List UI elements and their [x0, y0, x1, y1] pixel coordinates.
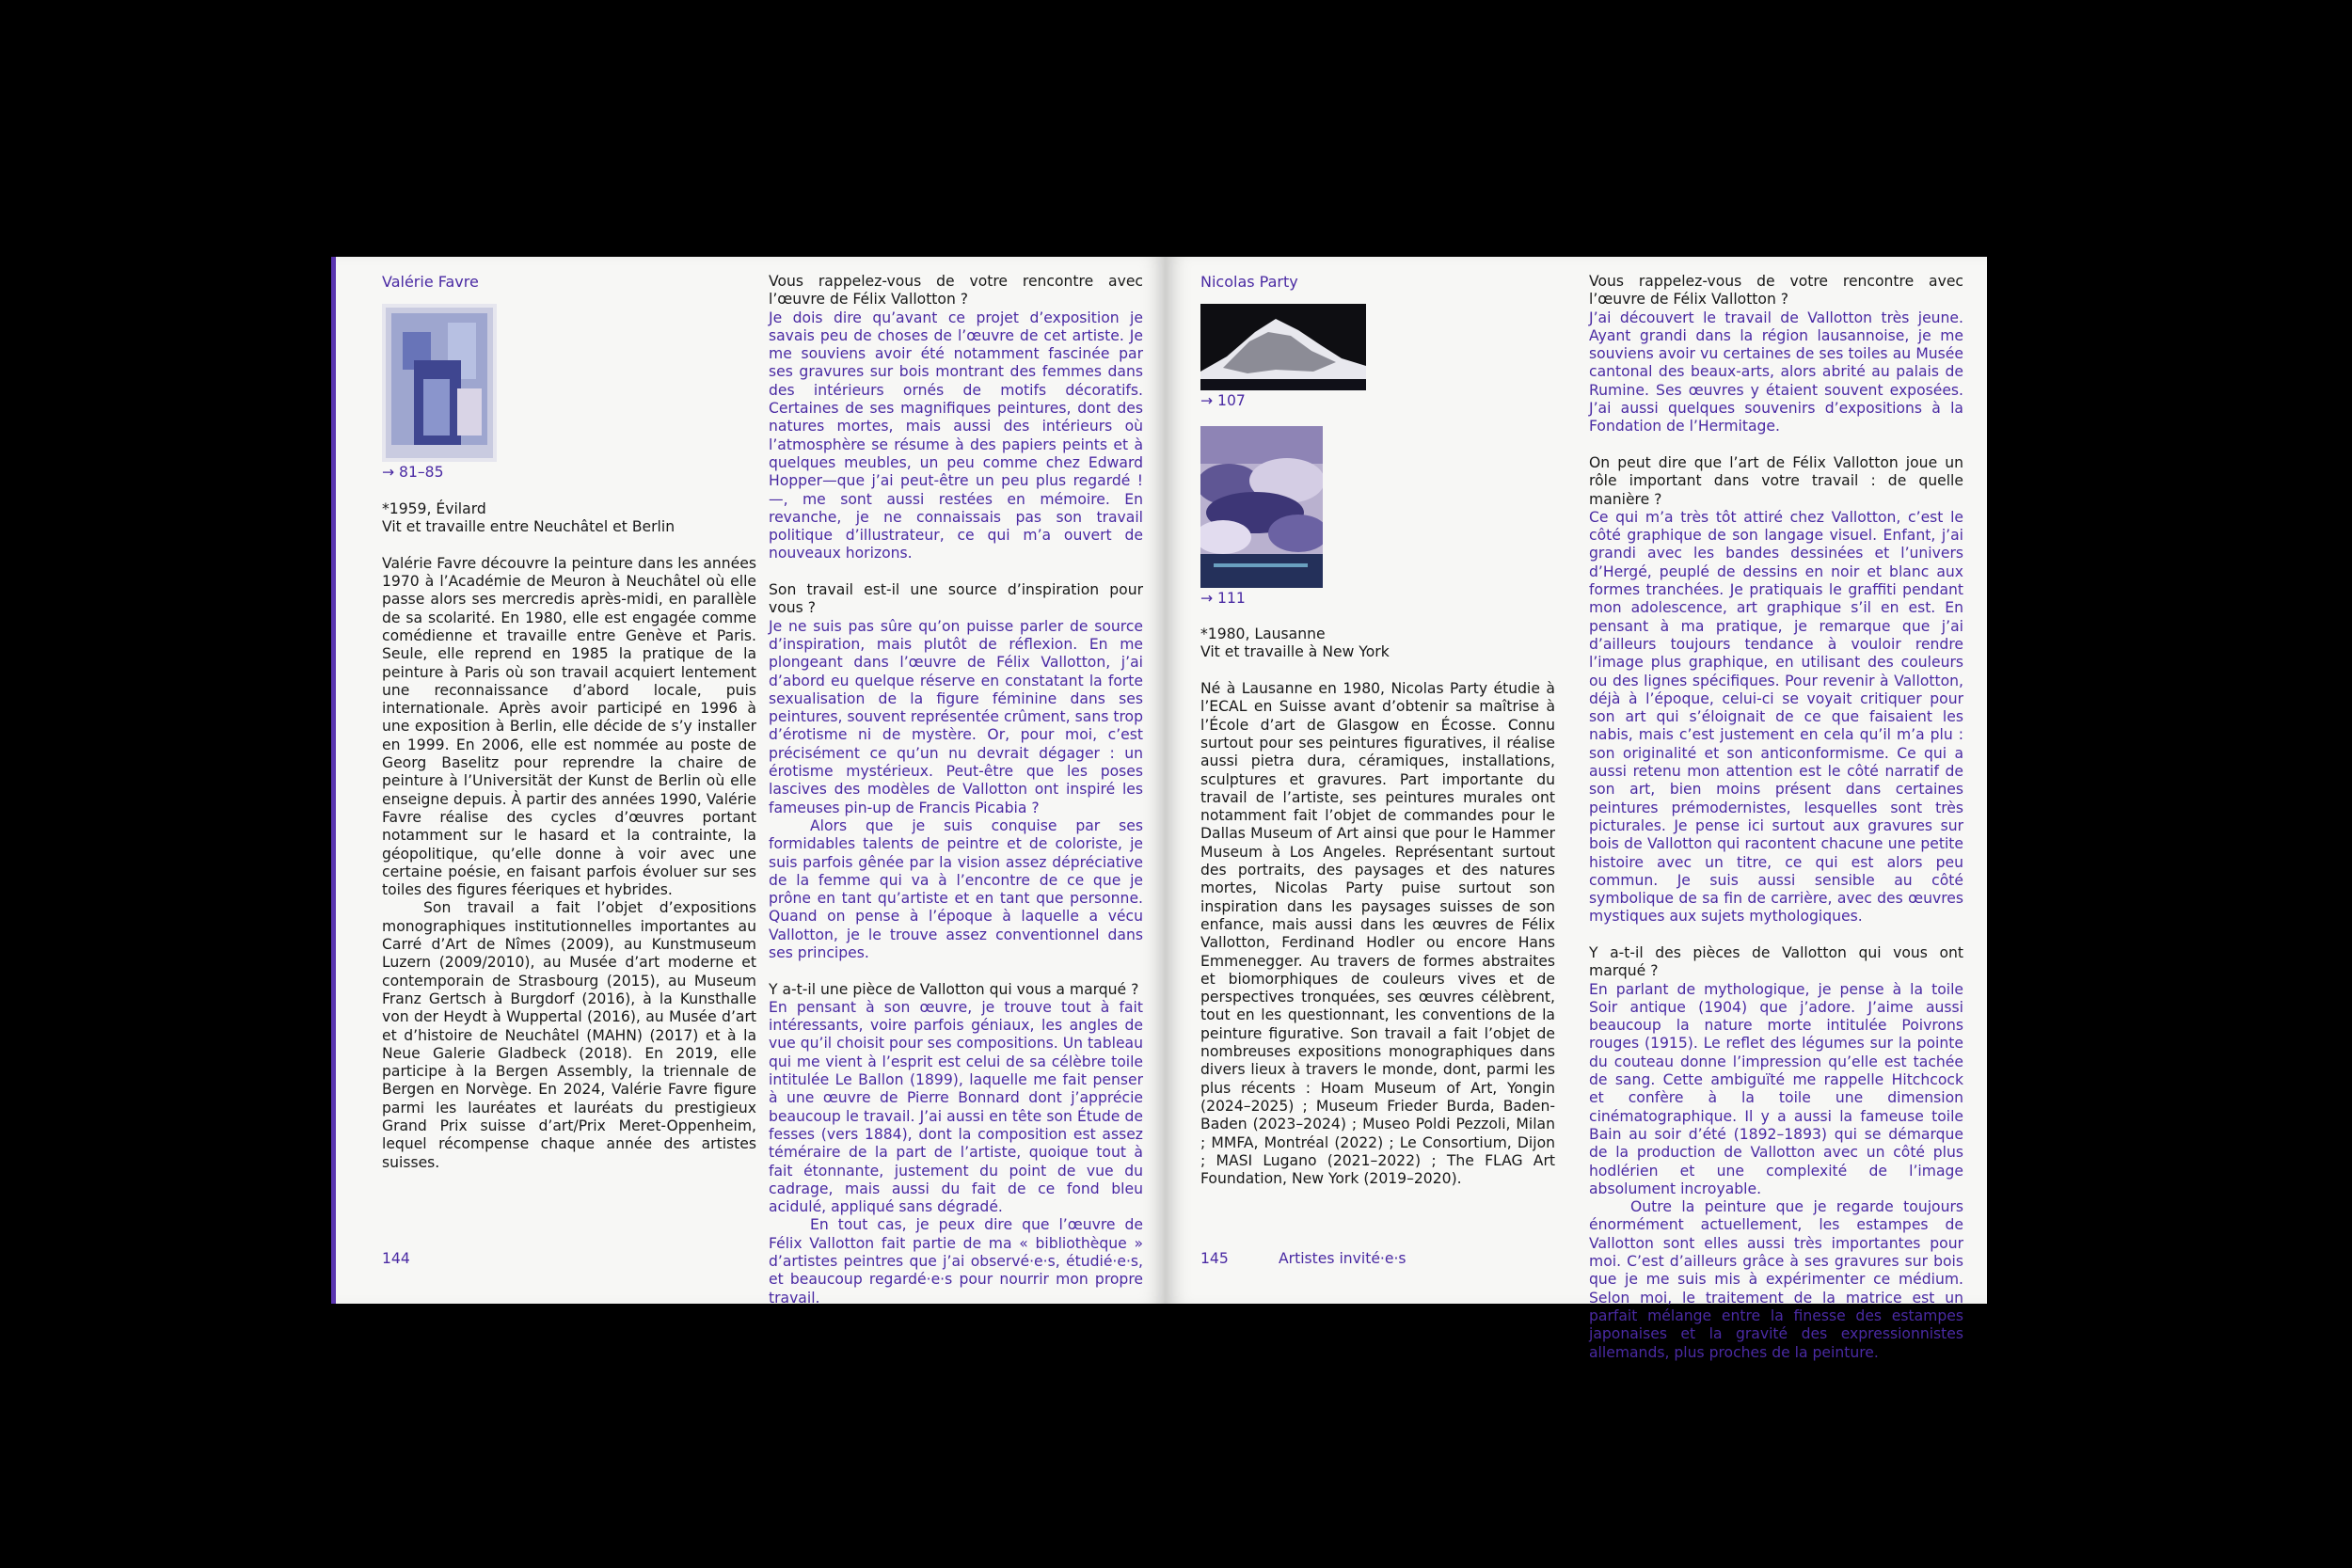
page-number: 144: [382, 1250, 410, 1267]
interview-answer: Je ne suis pas sûre qu’on puisse parler de source d’inspiration, mais plutôt de réflexion. En me plongeant dans l’œuvre de Félix Vallotton, j’ai d’abord eu quelque réserve en constatant la forte sexualisation de la figure féminine dans ses peintures, souvent représentée crûment, sans trop d’érotisme ni de mystère. Or, pour moi, c’est précisément ce qu’un nu devrait dégager : un érotisme mystérieux. Peut-être que les poses lascives des modèles de Vallotton ont inspiré les fameuses pin-up de Francis Picabia ?: [769, 617, 1143, 816]
artwork-reference: → 107: [1200, 392, 1246, 410]
left-page: [331, 257, 1166, 1307]
right-column-2: [1589, 273, 1963, 1362]
left-column-2: [769, 273, 1143, 1307]
left-edge-bar: [331, 257, 336, 1304]
interview-question: Vous rappelez-vous de votre rencontre avec l’œuvre de Félix Vallotton ?: [1589, 273, 1963, 309]
residence-info: Vit et travaille à New York: [1200, 643, 1390, 661]
bio-paragraph: Valérie Favre découvre la peinture dans les années 1970 à l’Académie de Meuron à Neuchâtel où elle passe alors ses mercredis après-midi, en parallèle de sa scolarité. En 1980, elle est engagée comme comédienne et travaille entre Genève et Paris. Seule, elle reprend en 1985 la pratique de la peinture à Paris où son travail acquiert lentement une reconnaissance d’abord locale, puis internationale. Après avoir participé en 1996 à une exposition à Berlin, elle décide de s’y installer en 1999. En 2006, elle est nommée au poste de Georg Baselitz pour reprendre la chaire de peinture à l’Universität der Kunst de Berlin où elle enseigne depuis. À partir des années 1990, Valérie Favre réalise des cycles d’œuvres portant notamment sur le hasard et la contrainte, la géopolitique, qu’elle donne à voir avec une certaine poésie, en faisant parfois évoluer sur ses toiles des figures féeriques et hybrides.: [382, 554, 756, 899]
interview-question: Vous rappelez-vous de votre rencontre avec l’œuvre de Félix Vallotton ?: [769, 273, 1143, 309]
bio-paragraph: Né à Lausanne en 1980, Nicolas Party étudie à l’ECAL en Suisse avant d’obtenir sa maîtrise à l’École d’art de Glasgow en Écosse. Connu surtout pour ses peintures figuratives, il réalise aussi pietra dura, céramiques, installations, sculptures et gravures. Part importante du travail de l’artiste, ses peintures murales ont notamment fait l’objet de commandes pour le Dallas Museum of Art ainsi que pour le Hammer Museum à Los Angeles. Représentant surtout des portraits, des paysages et des natures mortes, Nicolas Party puise surtout son inspiration dans les paysages suisses de son enfance, mais aussi dans les œuvres de Félix Vallotton, Ferdinand Hodler ou encore Hans Emmenegger. Au travers de formes abstraites et biomorphiques de couleurs vives et de perspectives tronquées, ses œuvres célèbrent, tout en les questionnant, les conventions de la peinture figurative. Son travail a fait l’objet de nombreuses expositions monographiques dans divers lieux à travers le monde, dont, parmi les plus récents : Hoam Museum of Art, Yongin (2024–2025) ; Museum Frieder Burda, Baden-Baden (2023–2024) ; Museo Poldi Pezzoli, Milan ; MMFA, Montréal (2022) ; Le Consortium, Dijon ; MASI Lugano (2021–2022) ; The FLAG Art Foundation, New York (2019–2020).: [1200, 680, 1555, 1188]
interview-question: Y a-t-il une pièce de Vallotton qui vous a marqué ?: [769, 980, 1139, 998]
bio-paragraph: Son travail a fait l’objet d’expositions monographiques institutionnelles importantes au Carré d’Art de Nîmes (2009), au Kunstmuseum Luzern (2009/2010), au Musée d’art moderne et contemporain de Strasbourg (2015), au Museum Franz Gertsch à Burgdorf (2016), à la Kunsthalle von der Heydt à Wuppertal (2016), au Musée d’art et d’histoire de Neuchâtel (MAHN) (2017) et à la Neue Galerie Gladbeck (2018). En 2019, elle participe à la Bergen Assembly, la triennale de Bergen en Norvège. En 2024, Valérie Favre figure parmi les lauréates et lauréats du prestigieux Grand Prix suisse d’art/Prix Meret-Oppenheim, lequel récompense chaque année des artistes suisses.: [382, 899, 756, 1171]
artwork-thumbnail-landscape: [1200, 426, 1323, 588]
interview-answer: Outre la peinture que je regarde toujours énormément actuellement, les estampes de Vallotton sont elles aussi très importantes pour moi. C’est d’ailleurs grâce à ses gravures sur bois que je me suis mis à expérimenter ce médium. Selon moi, le traitement de la matrice est un parfait mélange entre la finesse des estampes japonaises et la gravité des expressionnistes allemands, plus proches de la peinture.: [1589, 1198, 1963, 1361]
residence-info: Vit et travaille entre Neuchâtel et Berlin: [382, 518, 675, 536]
interview-answer: En tout cas, je peux dire que l’œuvre de Félix Vallotton fait partie de ma « bibliothèque » d’artistes peintres que j’ai observé·e·s, étudié·e·s, et beaucoup regardé·e·s pour nourrir mon propre travail.: [769, 1216, 1143, 1307]
birth-info: *1980, Lausanne: [1200, 626, 1326, 643]
artwork-thumbnail: [382, 304, 497, 462]
page-number: 145: [1200, 1250, 1229, 1267]
left-column-1: [382, 273, 756, 1172]
interview-question: Y a-t-il des pièces de Vallotton qui vous ont marqué ?: [1589, 943, 1963, 980]
birth-info: *1959, Évilard: [382, 499, 486, 517]
interview-answer: Je dois dire qu’avant ce projet d’exposition je savais peu de choses de l’œuvre de cet artiste. Je me souviens avoir été notamment fascinée par ses gravures sur bois montrant des femmes dans des intérieurs ornés de motifs décoratifs. Certaines de ses magnifiques peintures, dont des natures mortes, mais aussi des intérieurs où l’atmosphère se résume à des papiers peints et à quelques meubles, un peu comme chez Edward Hopper—que j’ai peut-être un peu plus regardé !—, me sont aussi restées en mémoire. En revanche, je ne connaissais pas son travail politique d’illustrateur, ce qui m’a ouvert de nouveaux horizons.: [769, 309, 1143, 562]
right-column-1: [1200, 273, 1555, 1188]
interview-answer: Ce qui m’a très tôt attiré chez Vallotton, c’est le côté graphique de son langage visuel. Enfant, j’ai grandi avec les bandes dessinées et l’univers d’Hergé, peuplé de dessins en noir et blanc aux formes tranchées. Je pratiquais le graffiti pendant mon adolescence, art graphique s’il en est. En pensant à ma pratique, je remarque que j’ai d’ailleurs toujours tendance à vouloir rendre l’image plus graphique, en utilisant des couleurs ou des lignes spécifiques. Pour revenir à Vallotton, déjà à l’époque, celui-ci se voyait critiquer pour son art qui s’éloignait de ce que faisaient les nabis, mais c’est justement en cela qu’il m’a plu : son originalité et son anticonformisme. Ce qui a aussi retenu mon attention est le côté narratif de son art, bien moins présent dans certaines peintures prémodernistes, lesquelles sont très picturales. Je pense ici surtout aux gravures sur bois de Vallotton qui racontent chacune une petite histoire avec un titre, ce qui est alors peu commun. Je suis aussi sensible au côté symbolique de sa fin de carrière, avec des œuvres mystiques aux sujets mythologiques.: [1589, 508, 1963, 926]
interview-answer: En pensant à son œuvre, je trouve tout à fait intéressants, voire parfois géniaux, les angles de vue qu’il choisit pour ses compositions. Un tableau qui me vient à l’esprit est celui de sa célèbre toile intitulée Le Ballon (1899), laquelle me fait penser à une œuvre de Pierre Bonnard dont j’apprécie beaucoup le travail. J’ai aussi en tête son Étude de fesses (vers 1884), dont la composition est assez téméraire de la part de l’artiste, quoique tout à fait étonnante, justement du point de vue du cadrage, mais aussi du fait de ce fond bleu acidulé, appliqué sans dégradé.: [769, 998, 1143, 1216]
interview-answer: Alors que je suis conquise par ses formidables talents de peintre et de coloriste, je suis parfois gênée par la vision assez dépréciative de la femme qui va à l’encontre de ce que je prône en tant qu’artiste et en tant que personne. Quand on pense à l’époque à laquelle a vécu Vallotton, je le trouve assez conventionnel dans ses principes.: [769, 816, 1143, 961]
interview-answer: En parlant de mythologique, je pense à la toile Soir antique (1904) que j’adore. J’aime aussi beaucoup la nature morte intitulée Poivrons rouges (1915). Le reflet des légumes sur la pointe du couteau donne l’impression qu’elle est tachée de sang. Cette ambiguïté me rappelle Hitchcock et confère à la toile une dimension cinématographique. Il y a aussi la fameuse toile Bain au soir d’été (1892–1893) qui se démarque de la production de Vallotton avec un côté plus hodlérien et une complexité de l’image absolument incroyable.: [1589, 980, 1963, 1197]
running-head: Artistes invité·e·s: [1279, 1250, 1406, 1267]
artwork-reference: → 81–85: [382, 464, 444, 482]
right-page: [1166, 257, 1987, 1361]
artist-name: Nicolas Party: [1200, 273, 1298, 291]
interview-answer: J’ai découvert le travail de Vallotton très jeune. Ayant grandi dans la région lausannoise, je me souviens avoir vu certaines de ses toiles au Musée cantonal des beaux-arts, alors abrité au palais de Rumine. Ses œuvres y étaient souvent exposées. J’ai aussi quelques souvenirs d’expositions à la Fondation de l’Hermitage.: [1589, 309, 1963, 436]
interview-question: On peut dire que l’art de Félix Vallotton joue un rôle important dans votre travail : de quelle manière ?: [1589, 453, 1963, 508]
artist-name: Valérie Favre: [382, 273, 479, 291]
interview-question: Son travail est-il une source d’inspiration pour vous ?: [769, 581, 1143, 617]
artwork-reference: → 111: [1200, 589, 1246, 607]
artwork-thumbnail-mountain: [1200, 304, 1366, 390]
